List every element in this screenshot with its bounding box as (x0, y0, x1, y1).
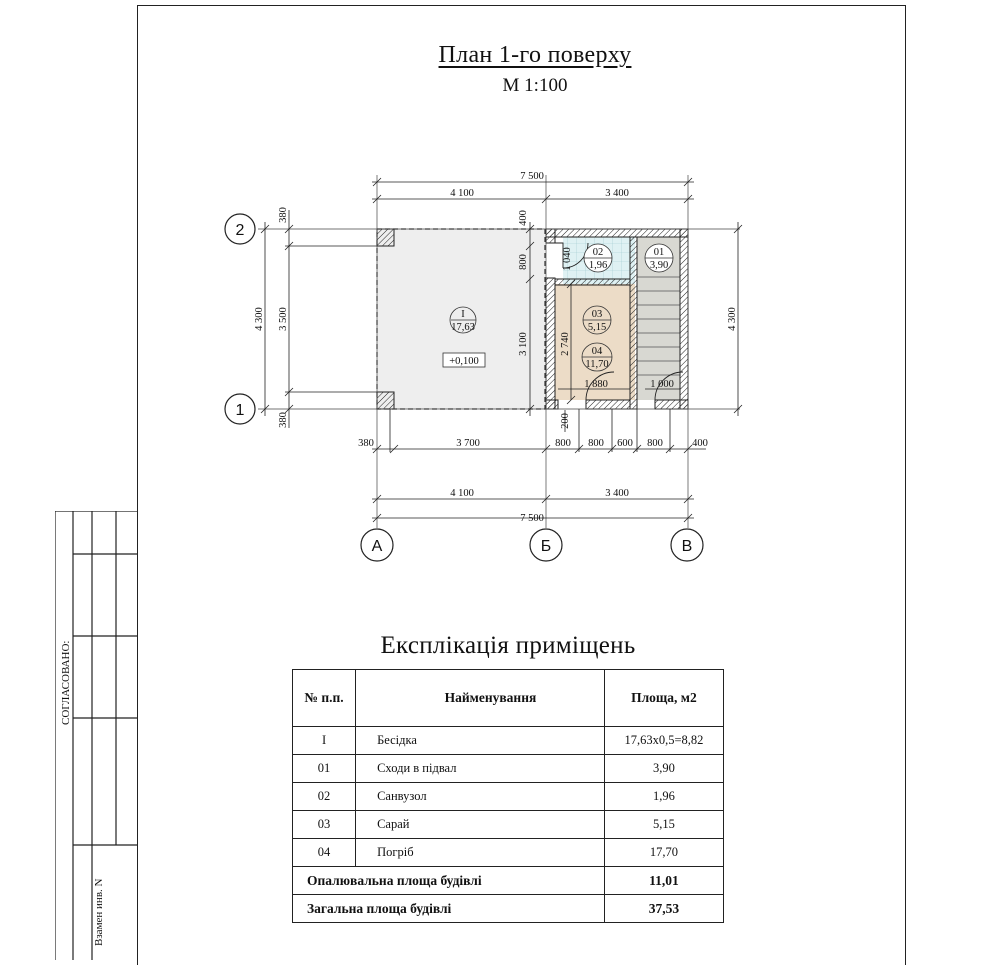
svg-text:02: 02 (592, 247, 604, 258)
dim-bottom-right: 3 400 (605, 488, 629, 499)
dim-chain-3: 800 (588, 438, 604, 449)
dim-chain-5: 800 (647, 438, 663, 449)
dim-right-total: 4 300 (727, 307, 738, 331)
table-header-row (293, 670, 724, 727)
axis-bubble-row-1 (225, 394, 255, 424)
room-label-03 (583, 306, 611, 334)
room-label-02 (584, 244, 612, 272)
room-label-04 (582, 343, 612, 371)
dim-inner-400: 400 (518, 210, 529, 226)
svg-text:В: В (681, 538, 693, 555)
dim-left-total: 4 300 (254, 307, 265, 331)
svg-text:17,63: 17,63 (451, 322, 475, 333)
dim-inner-2740: 2 740 (560, 332, 571, 356)
svg-text:2: 2 (235, 222, 245, 239)
dim-chain-1: 3 700 (456, 438, 480, 449)
svg-text:I: I (461, 309, 465, 320)
dim-inner-3100: 3 100 (518, 332, 529, 356)
dim-top-total: 7 500 (520, 171, 544, 182)
svg-text:03: 03 (591, 309, 603, 320)
dim-inner-200: 200 (560, 413, 571, 429)
table-row: I Бесідка 17,63х0,5=8,82 (293, 727, 724, 755)
header-num: № п.п. (293, 670, 356, 727)
svg-text:3,90: 3,90 (649, 260, 669, 271)
svg-text:Б: Б (540, 538, 552, 555)
axis-bubble-col-b (530, 529, 562, 561)
table-row: 04 Погріб 17,70 (293, 839, 724, 867)
total-row-overall: Загальна площа будівлі 37,53 (293, 895, 724, 923)
dim-bottom-total: 7 500 (520, 513, 544, 524)
svg-text:1,96: 1,96 (588, 260, 608, 271)
column-bottom-left (377, 392, 394, 409)
dim-bottom-left: 4 100 (450, 488, 474, 499)
table-row: 01 Сходи в підвал 3,90 (293, 755, 724, 783)
dim-chain-2: 800 (555, 438, 571, 449)
axis-bubble-row-2 (225, 214, 255, 244)
total-row-heated: Опалювальна площа будівлі 11,01 (293, 867, 724, 895)
stamp-agreed-label: СОГЛАСОВАНО: (60, 640, 72, 725)
svg-text:01: 01 (653, 247, 665, 258)
stamp-replaced-label: Взамен инв. N (93, 878, 105, 946)
dim-chain-0: 380 (358, 438, 374, 449)
header-area: Площа, м2 (604, 670, 723, 727)
header-name: Найменування (356, 670, 605, 727)
svg-text:04: 04 (591, 346, 603, 357)
svg-text:5,15: 5,15 (587, 322, 607, 333)
dim-chain-4: 600 (617, 438, 633, 449)
dim-chain-6: 400 (692, 438, 708, 449)
dim-left-top: 380 (278, 207, 289, 223)
dim-top-right: 3 400 (605, 188, 629, 199)
svg-text:А: А (371, 538, 383, 555)
room-label-I (450, 307, 476, 333)
drawing-scale: М 1:100 (502, 75, 568, 96)
axis-bubble-col-a (361, 529, 393, 561)
explication-title: Експлікація приміщень (380, 632, 636, 659)
dim-top-left: 4 100 (450, 188, 474, 199)
dim-inner-800: 800 (518, 254, 529, 270)
svg-text:1: 1 (235, 402, 245, 419)
dim-inner-1880: 1 880 (584, 379, 608, 390)
drawing-title: План 1-го поверху (438, 42, 632, 68)
table-row: 02 Санвузол 1,96 (293, 783, 724, 811)
dim-left-inner: 3 500 (278, 307, 289, 331)
column-top-left (377, 229, 394, 246)
svg-text:11,70: 11,70 (585, 359, 609, 370)
dim-inner-1000: 1 000 (650, 379, 674, 390)
explication-table (292, 669, 724, 923)
room-label-01 (645, 244, 673, 272)
table-row: 03 Сарай 5,15 (293, 811, 724, 839)
level-mark: +0,100 (449, 356, 479, 367)
axis-bubble-col-v (671, 529, 703, 561)
dim-left-bottom: 380 (278, 412, 289, 428)
dim-inner-1040: 1 040 (562, 247, 573, 271)
